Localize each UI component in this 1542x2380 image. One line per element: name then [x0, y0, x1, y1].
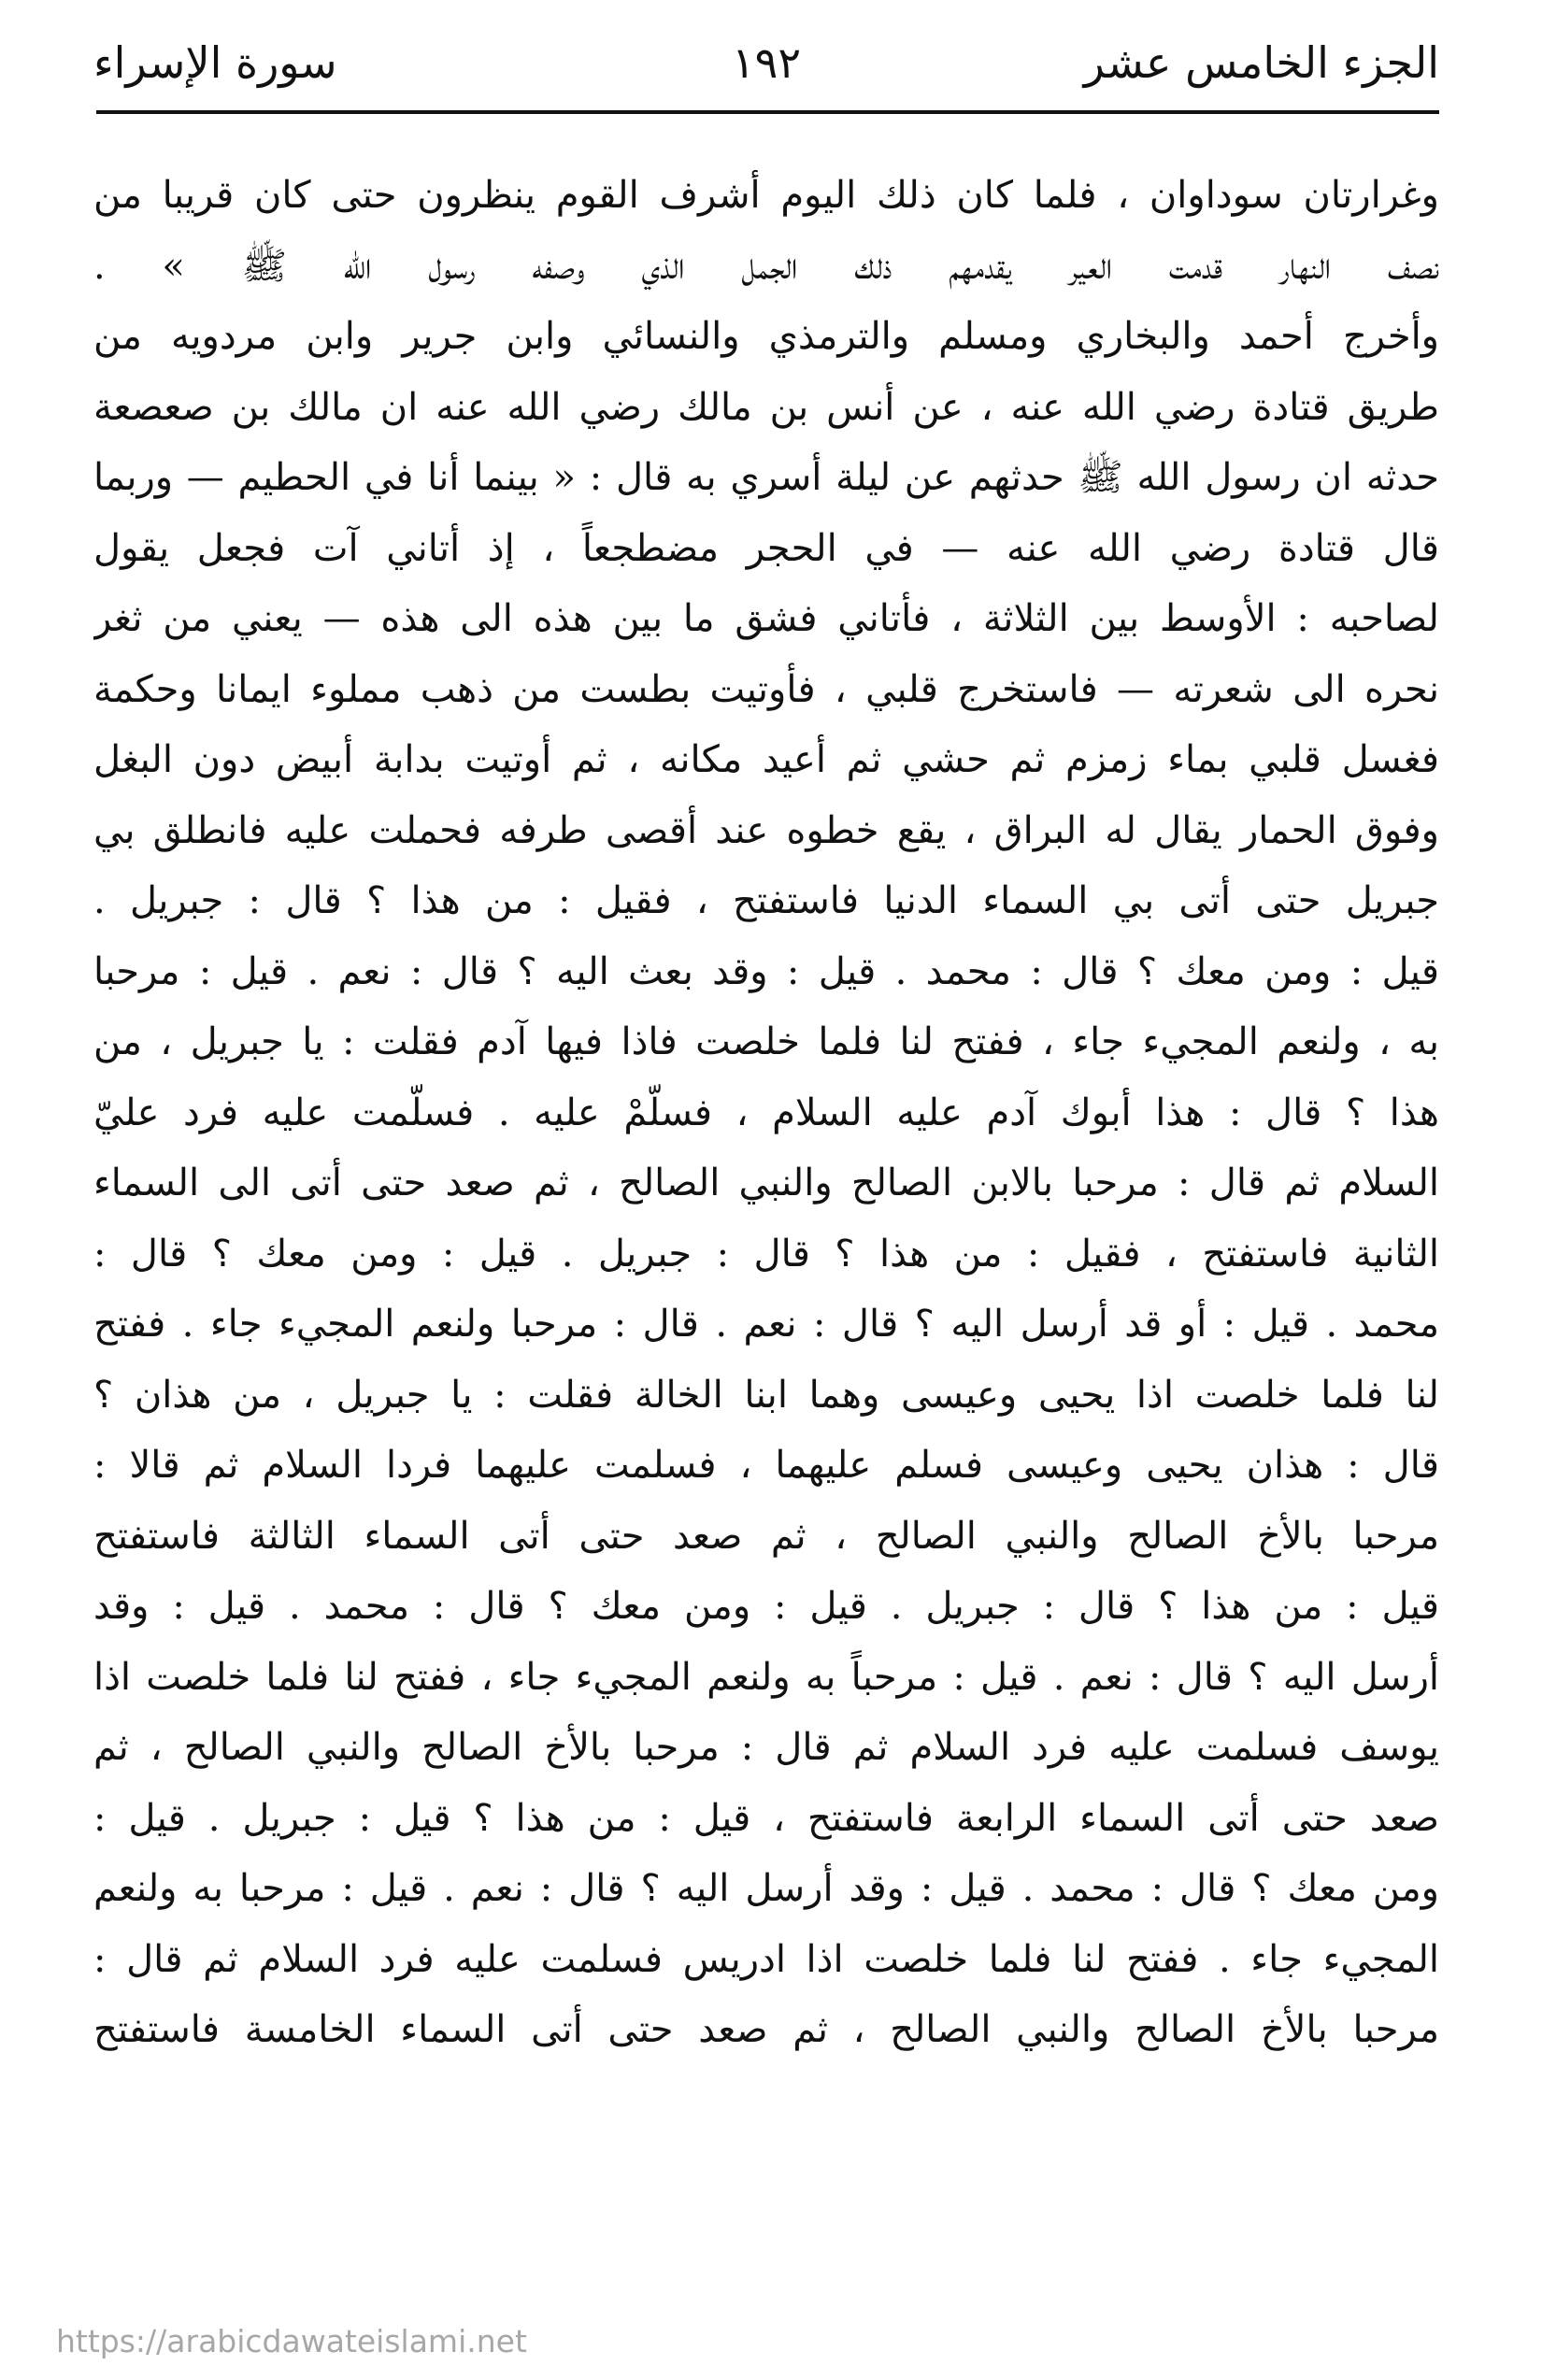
surah-title: سورة الإسراء	[93, 37, 337, 88]
page-body-text	[93, 161, 1439, 2066]
text-line: يوسف فسلمت عليه فرد السلام ثم قال : مرحبا بالأخ الصالح والنبي الصالح ، ثم	[93, 1726, 1439, 1769]
text-line: الثانية فاستفتح ، فقيل : من هذا ؟ قال : جبريل . قيل : ومن معك ؟ قال :	[93, 1232, 1439, 1276]
text-line: قيل : من هذا ؟ قال : جبريل . قيل : ومن معك ؟ قال : محمد . قيل : وقد	[93, 1585, 1439, 1628]
text-line: قال قتادة رضي الله عنه — في الحجر مضطجعاً ، إذ أتاني آت فجعل يقول	[93, 526, 1439, 570]
text-line: به ، ولنعم المجيء جاء ، ففتح لنا فلما خلصت فاذا فيها آدم فقلت : يا جبريل ، من	[93, 1020, 1439, 1063]
text-line: لصاحبه : الأوسط بين الثلاثة ، فأتاني فشق ما بين هذه الى هذه — يعني من ثغر	[93, 597, 1439, 640]
page-header	[93, 28, 1439, 98]
text-line: هذا ؟ قال : هذا أبوك آدم عليه السلام ، فسلّمْ عليه . فسلّمت عليه فرد عليّ	[93, 1090, 1439, 1134]
text-line: قيل : ومن معك ؟ قال : محمد . قيل : وقد بعث اليه ؟ قال : نعم . قيل : مرحبا	[93, 949, 1439, 993]
text-line: المجيء جاء . ففتح لنا فلما خلصت اذا ادريس فسلمت عليه فرد السلام ثم قال :	[93, 1937, 1439, 1981]
text-line: وغرارتان سوداوان ، فلما كان ذلك اليوم أشرف القوم ينظرون حتى كان قريبا من	[93, 174, 1439, 217]
text-line: فغسل قلبي بماء زمزم ثم حشي ثم أعيد مكانه ، ثم أوتيت بدابة أبيض دون البغل	[93, 738, 1439, 781]
text-line: قال : هذان يحيى وعيسى فسلم عليهما ، فسلمت عليهما فردا السلام ثم قالا :	[93, 1444, 1439, 1487]
text-line: مرحبا بالأخ الصالح والنبي الصالح ، ثم صعد حتى أتى السماء الخامسة فاستفتح	[93, 2008, 1439, 2051]
text-line: محمد . قيل : أو قد أرسل اليه ؟ قال : نعم . قال : مرحبا ولنعم المجيء جاء . ففتح	[93, 1303, 1439, 1346]
text-line: طريق قتادة رضي الله عنه ، عن أنس بن مالك رضي الله عنه ان مالك بن صعصعة	[93, 385, 1439, 429]
page-number: ١٩٢	[731, 37, 802, 88]
text-line: جبريل حتى أتى بي السماء الدنيا فاستفتح ، فقيل : من هذا ؟ قال : جبريل .	[93, 879, 1439, 922]
text-line: لنا فلما خلصت اذا يحيى وعيسى وهما ابنا الخالة فقلت : يا جبريل ، من هذان ؟	[93, 1373, 1439, 1417]
text-line: حدثه ان رسول الله ﷺ حدثهم عن ليلة أسري به قال : « بينما أنا في الحطيم — وربما	[93, 456, 1439, 499]
text-line: السلام ثم قال : مرحبا بالابن الصالح والنبي الصالح ، ثم صعد حتى أتى الى السماء	[93, 1161, 1439, 1204]
text-line: مرحبا بالأخ الصالح والنبي الصالح ، ثم صعد حتى أتى السماء الثالثة فاستفتح	[93, 1514, 1439, 1558]
header-divider	[96, 110, 1439, 114]
text-line: وفوق الحمار يقال له البراق ، يقع خطوه عند أقصى طرفه فحملت عليه فانطلق بي	[93, 808, 1439, 852]
juz-title: الجزء الخامس عشر	[1083, 37, 1439, 88]
text-line: ومن معك ؟ قال : محمد . قيل : وقد أرسل اليه ؟ قال : نعم . قيل : مرحبا به ولنعم	[93, 1867, 1439, 1910]
text-line: نصف النهار قدمت العير يقدمهم ذلك الجمل الذي وصفه رسول الله ﷺ » .	[93, 244, 1439, 288]
text-line: وأخرج أحمد والبخاري ومسلم والترمذي والنسائي وابن جرير وابن مردويه من	[93, 315, 1439, 358]
text-line: نحره الى شعرته — فاستخرج قلبي ، فأوتيت بطست من ذهب مملوء ايمانا وحكمة	[93, 667, 1439, 711]
text-line: صعد حتى أتى السماء الرابعة فاستفتح ، قيل : من هذا ؟ قيل : جبريل . قيل :	[93, 1796, 1439, 1840]
source-watermark: https://arabicdawateislami.net	[56, 2323, 527, 2359]
text-line: أرسل اليه ؟ قال : نعم . قيل : مرحباً به ولنعم المجيء جاء ، ففتح لنا فلما خلصت اذا	[93, 1655, 1439, 1699]
